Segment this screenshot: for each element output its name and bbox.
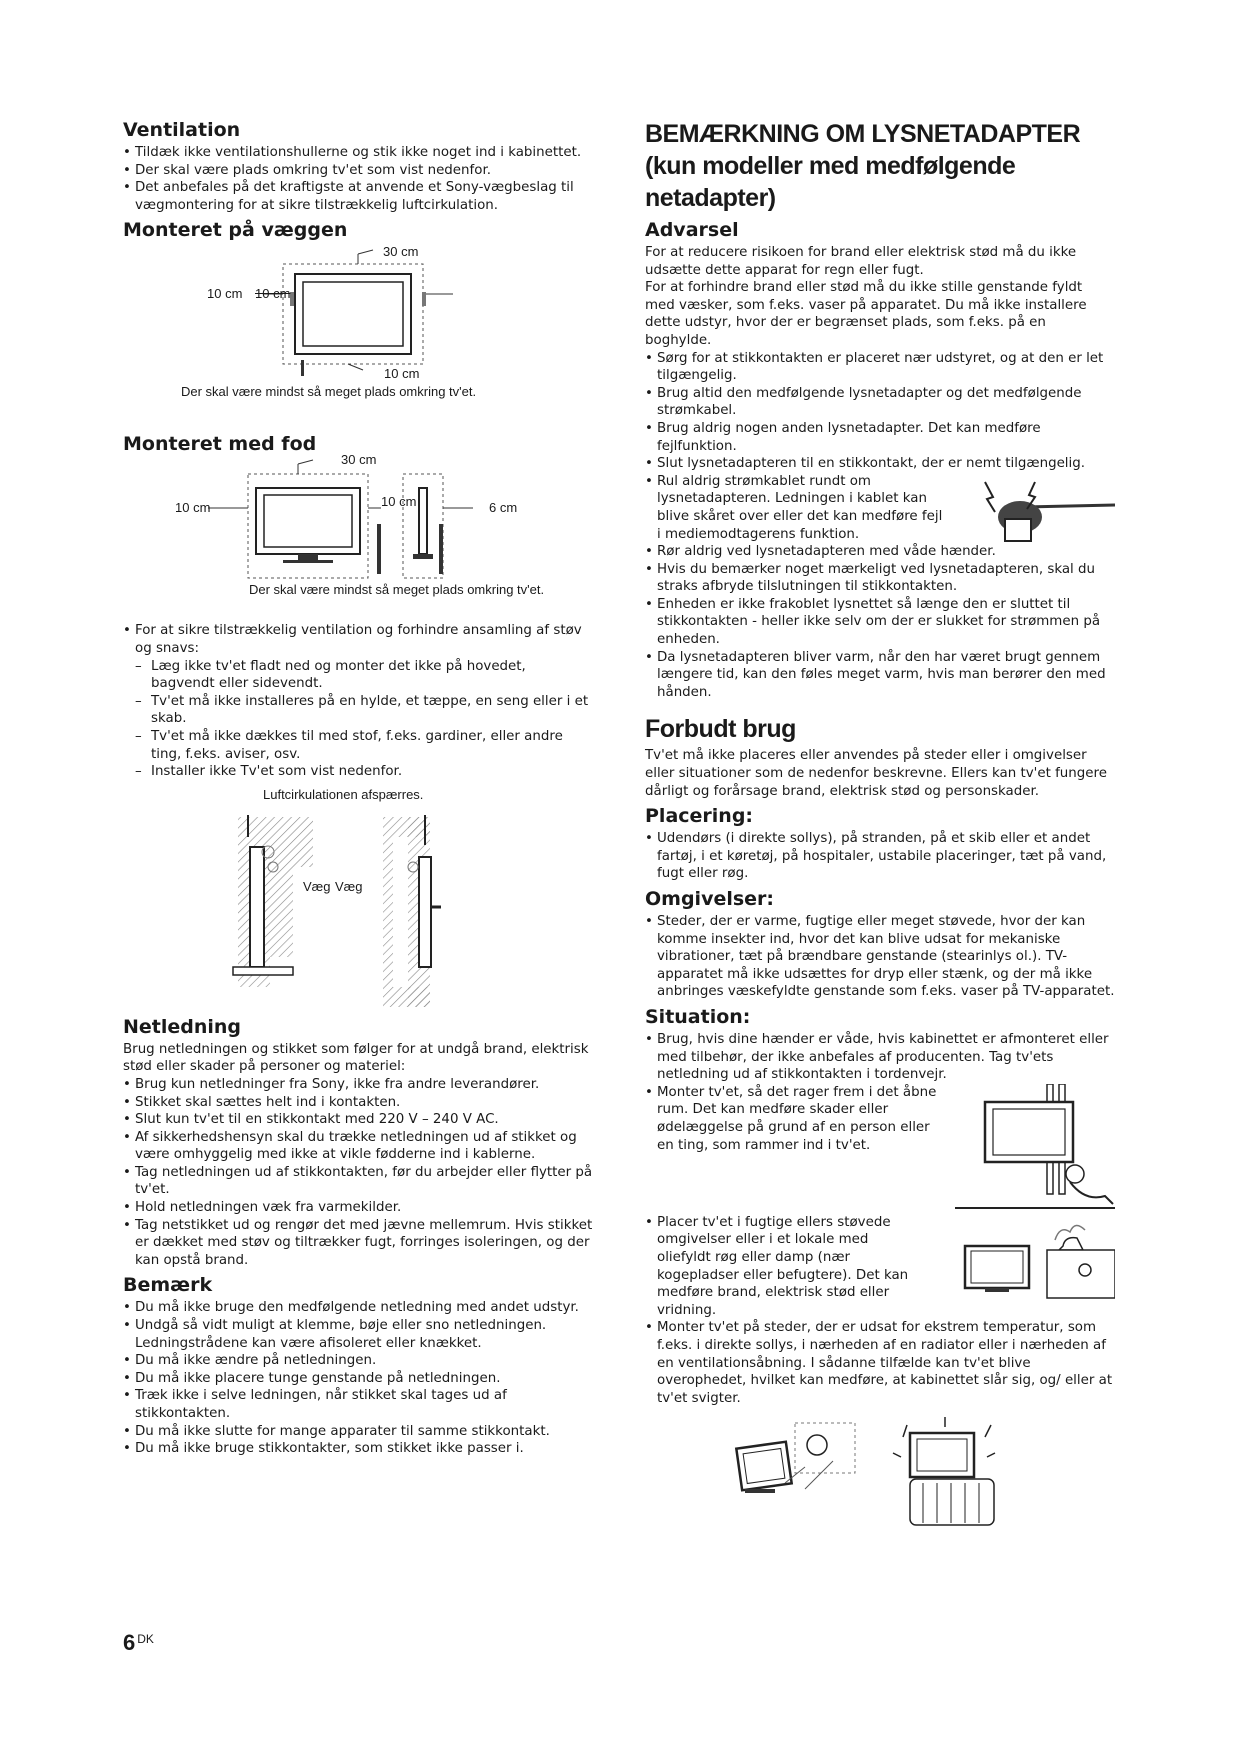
adapter-heading: BEMÆRKNING OM LYSNETADAPTER (kun modeller med medfølgende netadapter) (645, 120, 1081, 212)
note-title: Bemærk (123, 1274, 213, 1297)
list-item: • Du må ikke slutte for mange apparater til samme stikkontakt. (123, 1423, 593, 1441)
warning-paragraph-1: For at reducere risikoen for brand eller elektrisk stød må du ikke udsætte dette apparat for regn eller fugt. (645, 245, 1077, 278)
humid-room-illustration (935, 1210, 1115, 1300)
stand-label-top: 30 cm (341, 452, 377, 468)
list-item: • Tildæk ikke ventilationshullerne og stik ikke noget ind i kabinettet. (123, 144, 593, 162)
wall-label-left: 10 cm (207, 286, 243, 302)
list-item: • Brug aldrig nogen anden lysnetadapter. Det kan medføre fejlfunktion. (645, 420, 1115, 455)
list-item: – Læg ikke tv'et fladt ned og monter det ikke på hovedet, bagvendt eller sidevendt. (123, 658, 593, 693)
airflow-diagram (123, 807, 593, 1019)
ventilation-extra-list (123, 622, 593, 780)
wall-mount-title: Monteret på væggen (123, 219, 348, 242)
list-item: • Sørg for at stikkontakten er placeret nær udstyret, og at den er let tilgængelig. (645, 350, 1115, 385)
environment-title: Omgivelser: (645, 888, 775, 910)
stand-caption: Der skal være mindst så meget plads omkring tv'et. (249, 582, 545, 598)
prohibited-heading: Forbudt brug (645, 715, 796, 744)
list-item: • Træk ikke i selve ledningen, når stikket skal tages ud af stikkontakten. (123, 1387, 593, 1422)
page-language: DK (137, 1632, 154, 1646)
list-item: • Af sikkerhedshensyn skal du trække netledningen ud af stikket og være omhyggelig med ikke at vikle fødderne ind i kablerne. (123, 1129, 593, 1164)
list-item: • Slut lysnetadapteren til en stikkontakt, der er nemt tilgængelig. (645, 455, 1115, 473)
list-item: • Du må ikke bruge stikkontakter, som stikket ikke passer i. (123, 1440, 593, 1458)
wall-label-2: Væg (335, 878, 363, 894)
stand-label-right: 10 cm (381, 494, 417, 510)
placement-list (645, 830, 1115, 883)
heat-illustration (645, 1417, 1115, 1527)
left-column (123, 118, 593, 1458)
list-item (645, 473, 1115, 543)
list-item: – Tv'et må ikke installeres på en hylde, et tæppe, en seng eller i et skab. (123, 693, 593, 728)
list-item: • Steder, der er varme, fugtige eller meget støvede, hvor der kan komme insekter ind, hvor det kan blive udsat for mekaniske vibrationer, tæt på brændbare genstande (stearinlys ol.). TV-apparatet må ikke udsættes for dryp eller stænk, og der må ikke anbringes væskefyldte genstande som f.eks. vaser på TV-apparatet. (645, 913, 1115, 1001)
wall-label-bottom: 10 cm (384, 366, 420, 382)
warning-title: Advarsel (645, 219, 739, 241)
list-item: • Monter tv'et på steder, der er udsat for ekstrem temperatur, som f.eks. i direkte sollys, i nærheden af en radiator eller i nærheden af en ventilationsåbning. I sådanne tilfælde kan tv'et blive overophedet, hvilket kan medføre, at kabinettet slår sig, og/ eller at tv'et svigter. (645, 1319, 1115, 1407)
power-cord-list (123, 1076, 593, 1270)
list-item: • Udendørs (i direkte sollys), på stranden, på et skib eller et andet fartøj, i et køretøj, på hospitaler, ustabile placeringer, tæt på vand, fugt eller røg. (645, 830, 1115, 883)
right-column (645, 118, 1115, 1527)
list-item: – Installer ikke Tv'et som vist nedenfor. (123, 763, 593, 781)
prohibited-intro: Tv'et må ikke placeres eller anvendes på steder eller i omgivelser eller situationer som de nedenfor beskrevne. Ellers kan tv'et fungere dårligt og forårsage brand, elektrisk stød og personskader. (645, 748, 1107, 799)
list-item: • Hold netledningen væk fra varmekilder. (123, 1199, 593, 1217)
list-item: • Hvis du bemærker noget mærkeligt ved lysnetadapteren, skal du straks afbryde tilslutningen til stikkontakten. (645, 561, 1115, 596)
list-item: • Du må ikke bruge den medfølgende netledning med andet udstyr. (123, 1299, 593, 1317)
tv-collision-illustration (955, 1084, 1115, 1212)
list-item: • For at sikre tilstrækkelig ventilation og forhindre ansamling af støv og snavs: (123, 622, 593, 657)
list-item: • Tag netledningen ud af stikkontakten, før du arbejder eller flytter på tv'et. (123, 1164, 593, 1199)
list-item (645, 1084, 1115, 1214)
adapter-list (645, 350, 1115, 702)
list-item: • Du må ikke ændre på netledningen. (123, 1352, 593, 1370)
airflow-caption: Luftcirkulationen afspærres. (263, 786, 424, 802)
situation-title: Situation: (645, 1005, 751, 1028)
list-item: • Brug, hvis dine hænder er våde, hvis kabinettet er afmonteret eller med tilbehør, der ikke anbefales af producenten. Tag tv'ets netledning ud af stikkontakten i tordenvejr. (645, 1031, 1115, 1084)
heat-figure (645, 1417, 1115, 1527)
list-item: • Der skal være plads omkring tv'et som vist nedenfor. (123, 162, 593, 180)
wall-mount-diagram (123, 244, 593, 384)
list-item: • Tag netstikket ud og rengør det med jævne mellemrum. Hvis stikket er dækket med støv og tiltrækker fugt, forringes isoleringen, og der kan opstå brand. (123, 1217, 593, 1270)
list-item: • Slut kun tv'et til en stikkontakt med 220 V – 240 V AC. (123, 1111, 593, 1129)
wall-mount-figure (123, 244, 593, 404)
list-item: – Tv'et må ikke dækkes til med stof, f.eks. gardiner, eller andre ting, f.eks. aviser, osv. (123, 728, 593, 763)
list-item: • Da lysnetadapteren bliver varm, når den har været brugt gennem længere tid, kan den føles meget varm, hvis man berører den med hånden. (645, 649, 1115, 702)
page-number (123, 1630, 154, 1656)
ventilation-title: Ventilation (123, 119, 241, 141)
list-item: • Rør aldrig ved lysnetadapteren med våde hænder. (645, 543, 1115, 561)
list-item: • Undgå så vidt muligt at klemme, bøje eller sno netledningen. Ledningstrådene kan være afisoleret eller knækket. (123, 1317, 593, 1352)
stand-label-left: 10 cm (175, 500, 211, 516)
list-item: • Brug kun netledninger fra Sony, ikke fra andre leverandører. (123, 1076, 593, 1094)
list-item: • Enheden er ikke frakoblet lysnettet så længe den er sluttet til stikkontakten - heller ikke selv om der er slukket for strømmen på enheden. (645, 596, 1115, 649)
wall-label-left-2: 10 cm (255, 286, 291, 302)
list-item: • Stikket skal sættes helt ind i kontakten. (123, 1094, 593, 1112)
list-item-text: Placer tv'et i fugtige ellers støvede omgivelser eller i et lokale med oliefyldt røg eller damp (nær kogepladser eller befugtere). Det kan medføre brand, elektrisk stød eller vridning. (657, 1214, 909, 1318)
stand-mount-diagram (123, 458, 593, 583)
list-item-text: Monter tv'et, så det rager frem i det åbne rum. Det kan medføre skader eller ødelæggelse på grund af en person eller en ting, som rammer ind i tv'et. (657, 1084, 937, 1153)
power-cord-title: Netledning (123, 1015, 242, 1038)
list-item: • Brug altid den medfølgende lysnetadapter og det medfølgende strømkabel. (645, 385, 1115, 420)
stand-label-side: 6 cm (489, 500, 518, 516)
ventilation-list (123, 144, 593, 214)
wall-label-top: 30 cm (383, 244, 419, 260)
placement-title: Placering: (645, 805, 754, 828)
wall-caption: Der skal være mindst så meget plads omkring tv'et. (181, 384, 477, 400)
wall-label-1: Væg (303, 878, 331, 894)
stand-mount-figure (123, 452, 593, 618)
environment-list (645, 913, 1115, 1001)
list-item-text: Rul aldrig strømkablet rundt om lysnetadapteren. Ledningen i kablet kan blive skåret over eller det kan medføre fejl i mediemodtagerens funktion. (657, 473, 943, 542)
page-number-value: 6 (123, 1630, 136, 1655)
list-item (645, 1214, 1115, 1320)
power-cord-intro: Brug netledningen og stikket som følger for at undgå brand, elektrisk stød eller skader på personer og materiel: (123, 1041, 589, 1075)
stand-mount-title: Monteret med fod (123, 433, 317, 456)
note-list (123, 1299, 593, 1457)
situation-list (645, 1031, 1115, 1407)
list-item: • Du må ikke placere tunge genstande på netledningen. (123, 1370, 593, 1388)
warning-paragraph-2: For at forhindre brand eller stød må du ikke stille genstande fyldt med væsker, som f.eks. vaser på apparatet. Du må ikke installere dette udstyr, hvor der er begrænset plads, som f.eks. på en boghylde. (645, 280, 1087, 348)
list-item: • Det anbefales på det kraftigste at anvende et Sony-vægbeslag til vægmontering for at sikre tilstrækkelig luftcirkulation. (123, 179, 593, 214)
airflow-figure (123, 787, 593, 1019)
